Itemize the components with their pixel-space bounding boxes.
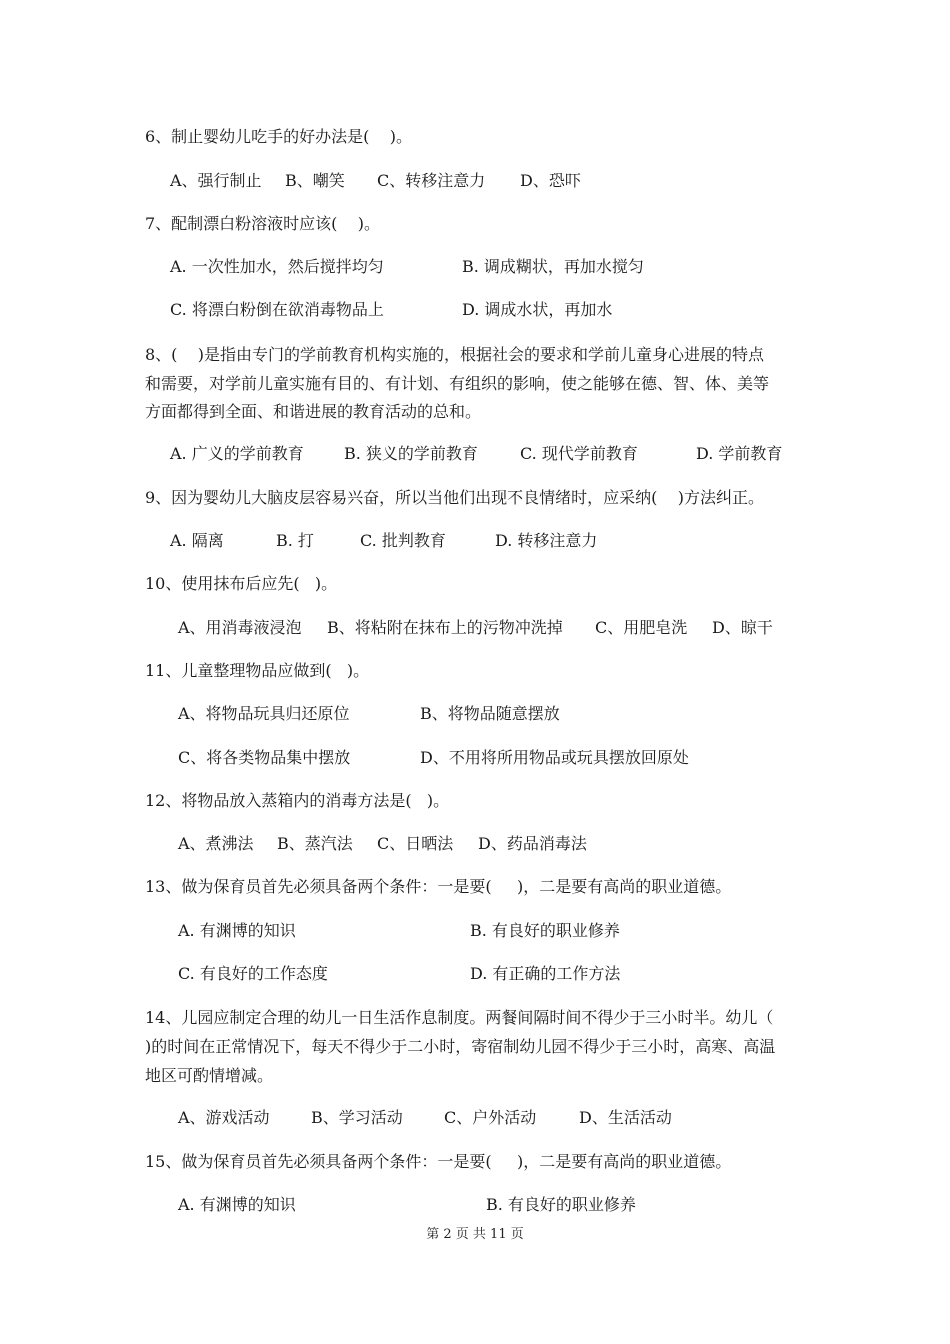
option-a: A. 广义的学前教育 (170, 444, 304, 463)
option-d: D、恐吓 (520, 171, 581, 190)
option-d: D. 调成水状，再加水 (462, 300, 613, 319)
option-c: C、日晒法 (377, 834, 454, 853)
option-d: D. 有正确的工作方法 (470, 964, 621, 983)
option-b: B、将粘附在抹布上的污物冲洗掉 (327, 618, 563, 637)
option-a: A. 有渊博的知识 (178, 1195, 296, 1214)
question-12-stem-line-1: 12、将物品放入蒸箱内的消毒方法是( )。 (145, 791, 450, 810)
option-b: B. 有良好的职业修养 (486, 1195, 636, 1214)
option-c: C. 现代学前教育 (520, 444, 638, 463)
question-15-stem-line-1: 15、做为保育员首先必须具备两个条件：一是要( )，二是要有高尚的职业道德。 (145, 1152, 732, 1171)
option-d: D、药品消毒法 (478, 834, 587, 853)
option-c: C. 将漂白粉倒在欲消毒物品上 (170, 300, 384, 319)
question-7-stem-line-1: 7、配制漂白粉溶液时应该( )。 (145, 214, 381, 233)
option-a: A. 有渊博的知识 (178, 921, 296, 940)
option-d: D、不用将所用物品或玩具摆放回原处 (420, 748, 689, 767)
question-6-stem-line-1: 6、制止婴幼儿吃手的好办法是( )。 (145, 127, 413, 146)
option-b: B、学习活动 (311, 1108, 403, 1127)
question-11-stem-line-1: 11、儿童整理物品应做到( )。 (145, 661, 370, 680)
option-a: A. 一次性加水，然后搅拌均匀 (170, 257, 384, 276)
option-c: C. 有良好的工作态度 (178, 964, 328, 983)
option-c: C. 批判教育 (360, 531, 446, 550)
option-a: A、煮沸法 (178, 834, 254, 853)
option-c: C、转移注意力 (377, 171, 486, 190)
option-d: D. 学前教育 (696, 444, 783, 463)
question-13-stem-line-1: 13、做为保育员首先必须具备两个条件：一是要( )，二是要有高尚的职业道德。 (145, 877, 732, 896)
question-14-stem-line-1: 14、儿园应制定合理的幼儿一日生活作息制度。两餐间隔时间不得少于三小时半。幼儿（ (145, 1008, 774, 1027)
option-b: B. 调成糊状，再加水搅匀 (462, 257, 644, 276)
option-a: A、强行制止 (170, 171, 262, 190)
option-a: A、将物品玩具归还原位 (178, 704, 350, 723)
question-8-stem-line-1: 8、( )是指由专门的学前教育机构实施的，根据社会的要求和学前儿童身心进展的特点 (145, 345, 765, 364)
option-c: C、用肥皂洗 (595, 618, 688, 637)
option-b: B、将物品随意摆放 (420, 704, 560, 723)
option-b: B、蒸汽法 (277, 834, 353, 853)
option-c: C、户外活动 (444, 1108, 537, 1127)
page-number-footer: 第 2 页 共 11 页 (426, 1227, 524, 1242)
question-14-stem-line-2: )的时间在正常情况下，每天不得少于二小时，寄宿制幼儿园不得少于三小时，高寒、高温 (145, 1037, 776, 1056)
option-c: C、将各类物品集中摆放 (178, 748, 351, 767)
question-10-stem-line-1: 10、使用抹布后应先( )。 (145, 574, 338, 593)
question-8-stem-line-3: 方面都得到全面、和谐进展的教育活动的总和。 (145, 402, 482, 421)
option-a: A. 隔离 (170, 531, 224, 550)
option-b: B. 打 (276, 531, 314, 550)
question-14-stem-line-3: 地区可酌情增减。 (145, 1066, 274, 1085)
option-a: A、用消毒液浸泡 (178, 618, 302, 637)
option-b: B. 狭义的学前教育 (344, 444, 478, 463)
option-d: D. 转移注意力 (495, 531, 598, 550)
option-b: B、嘲笑 (285, 171, 345, 190)
option-b: B. 有良好的职业修养 (470, 921, 620, 940)
option-a: A、游戏活动 (178, 1108, 270, 1127)
option-d: D、生活活动 (579, 1108, 672, 1127)
option-d: D、晾干 (712, 618, 773, 637)
question-9-stem-line-1: 9、因为婴幼儿大脑皮层容易兴奋，所以当他们出现不良情绪时，应采纳( )方法纠正。 (145, 488, 765, 507)
question-8-stem-line-2: 和需要，对学前儿童实施有目的、有计划、有组织的影响，使之能够在德、智、体、美等 (145, 374, 770, 393)
